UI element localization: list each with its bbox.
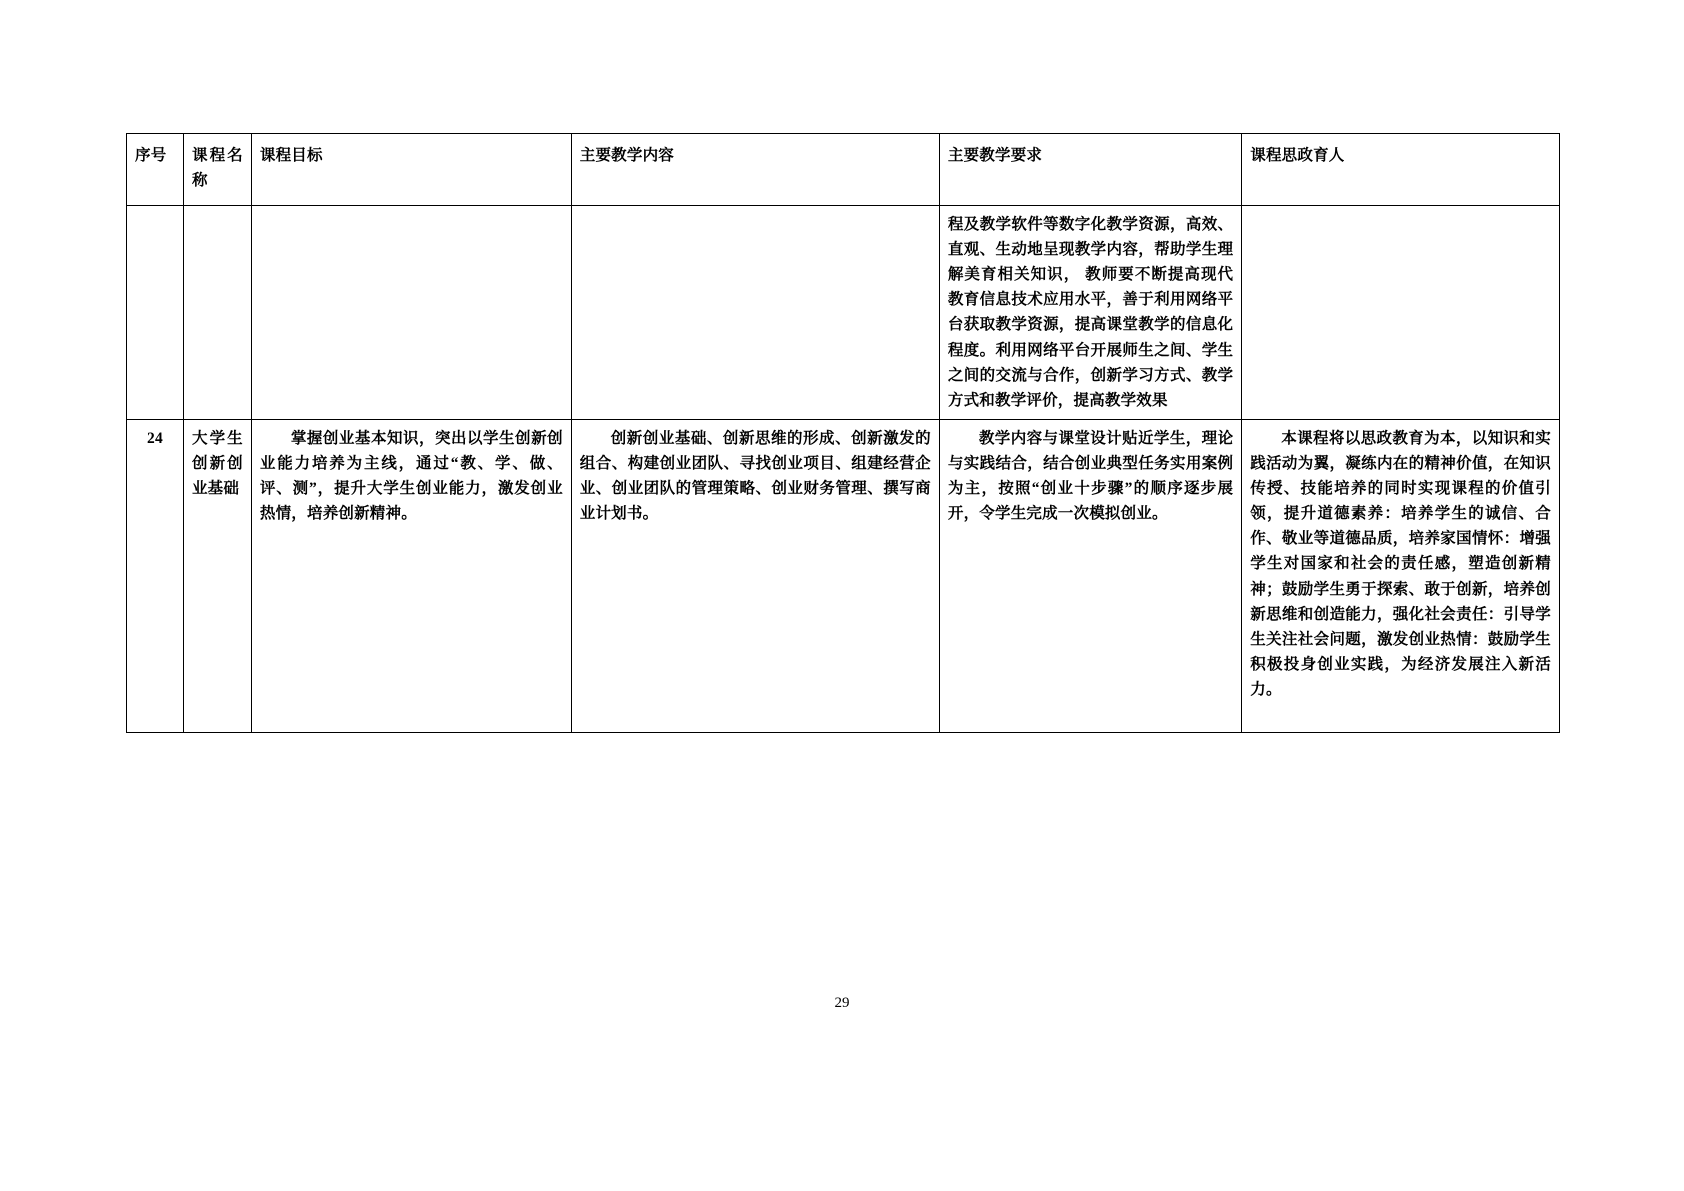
cell-course-goal [251, 206, 571, 420]
header-cell-no: 序号 [127, 134, 184, 206]
cell-main-content [571, 206, 939, 420]
header-cell-main-requirement: 主要教学要求 [939, 134, 1241, 206]
cell-ideological-education [1242, 206, 1560, 420]
table-header-row [127, 134, 1560, 206]
cell-course-goal: 掌握创业基本知识，突出以学生创新创业能力培养为主线，通过“教、学、做、评、测”，提升大学生创业能力，激发创业热情，培养创新精神。 [251, 419, 571, 732]
header-cell-main-content: 主要教学内容 [571, 134, 939, 206]
cell-main-requirement: 教学内容与课堂设计贴近学生，理论与实践结合，结合创业典型任务实用案例为主，按照“创业十步骤”的顺序逐步展开，令学生完成一次模拟创业。 [939, 419, 1241, 732]
cell-no [127, 206, 184, 420]
cell-no: 24 [127, 419, 184, 732]
header-cell-ideological-education: 课程思政育人 [1242, 134, 1560, 206]
cell-main-requirement: 程及教学软件等数字化教学资源，高效、直观、生动地呈现教学内容，帮助学生理解美育相关知识， 教师要不断提高现代教育信息技术应用水平，善于利用网络平台获取教学资源，提高课堂教学的信息化程度。利用网络平台开展师生之间、学生之间的交流与合作，创新学习方式、教学方式和教学评价，提高教学效果 [939, 206, 1241, 420]
curriculum-table [126, 133, 1560, 733]
header-cell-course-goal: 课程目标 [251, 134, 571, 206]
table-row [127, 206, 1560, 420]
cell-main-content: 创新创业基础、创新思维的形成、创新激发的组合、构建创业团队、寻找创业项目、组建经营企业、创业团队的管理策略、创业财务管理、撰写商业计划书。 [571, 419, 939, 732]
table-row [127, 419, 1560, 732]
header-cell-course-name: 课程名称 [183, 134, 251, 206]
cell-course-name: 大学生创新创业基础 [183, 419, 251, 732]
page-number: 29 [834, 995, 850, 1011]
cell-ideological-education: 本课程将以思政教育为本，以知识和实践活动为翼，凝练内在的精神价值，在知识传授、技能培养的同时实现课程的价值引领，提升道德素养：培养学生的诚信、合作、敬业等道德品质，培养家国情怀：增强学生对国家和社会的责任感，塑造创新精神；鼓励学生勇于探索、敢于创新，培养创新思维和创造能力，强化社会责任：引导学生关注社会问题，激发创业热情：鼓励学生积极投身创业实践，为经济发展注入新活力。 [1242, 419, 1560, 732]
cell-course-name [183, 206, 251, 420]
